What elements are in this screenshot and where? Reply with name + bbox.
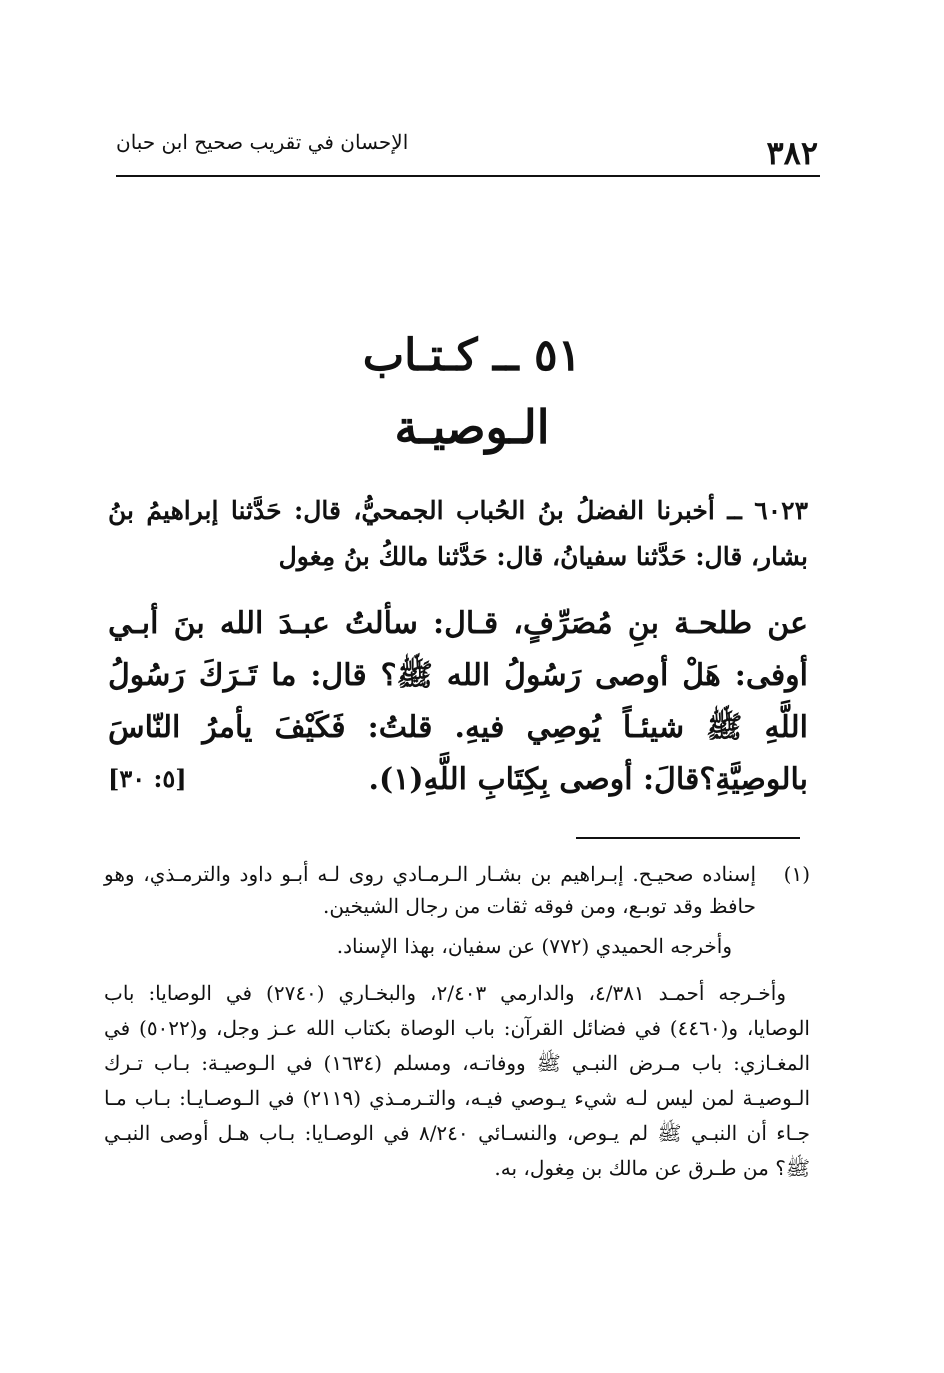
header-rule bbox=[116, 175, 820, 177]
footnote-paragraph-1: إسناده صحيـح. إبـراهيم بن بشـار الـرمـادي روى لـه أبـو داود والترمـذي، وهو حافظ وقد توبـع، ومن فوقه ثقات من رجال الشيخين. bbox=[104, 862, 756, 918]
page-header bbox=[116, 120, 818, 176]
footnote-body bbox=[104, 858, 756, 970]
footnote-item bbox=[104, 858, 810, 970]
hadith-isnad: ٦٠٢٣ ــ أخبرنا الفضلُ بنُ الحُباب الجمحيُّ، قال: حَدَّثنا إبراهيمُ بنُ بشار، قال: حَدَّثنا سفيانُ، قال: حَدَّثنا مالكُ بنُ مِغول bbox=[108, 496, 808, 571]
hadith-matn: عن طلحـة بنِ مُصَرِّفٍ، قـال: سألتُ عبـدَ الله بنَ أبـي أوفى: هَلْ أوصى رَسُولُ الله ﷺ؟ قال: ما تَـرَكَ رَسُولُ اللَّهِ ﷺ شيئـاً يُوصِي فيهِ. قلتُ: فَكَيْفَ يأمرُ النّاسَ بالوصِيَّةِ؟قالَ: أوصى بِكِتَابِ اللَّهِ(١). bbox=[108, 606, 808, 797]
footnote-marker: (١) bbox=[783, 862, 810, 886]
page-number: ٣٨٢ bbox=[766, 134, 818, 172]
running-title: الإحسان في تقريب صحيح ابن حبان bbox=[116, 130, 409, 154]
book-title-heading: الـوصيـة bbox=[394, 400, 550, 454]
hadith-reference: [٥: ٣٠] bbox=[108, 764, 187, 793]
footnotes-section bbox=[104, 858, 810, 1194]
footnote-paragraph-2: وأخرجه الحميدي (٧٧٢) عن سفيان، بهذا الإسناد. bbox=[336, 934, 732, 958]
footnote-separator bbox=[576, 837, 800, 839]
footnote-paragraph-3: وأخـرجه أحمـد ٤/٣٨١، والدارمي ٢/٤٠٣، والبخـاري (٢٧٤٠) في الوصايا: باب الوصايا، و(٤٤٦٠) في فضائل القرآن: باب الوصاة بكتاب الله عـز وجل، و(٥٠٢٢) في المغـازي: باب مـرض النبـي ﷺ ووفاتـه، ومسلم (١٦٣٤) في الـوصيـة: بـاب تـرك الـوصيـة لمن ليس لـه شيء يـوصي فيـه، والتـرمـذي (٢١١٩) في الـوصـايـا: بـاب مـا جـاء أن النبـي ﷺ لم يـوص، والنسـائي ٨/٢٤٠ في الوصـايا: بـاب هـل أوصى النبـي ﷺ؟ من طـرق عن مالك بن مِغول، به. bbox=[104, 981, 811, 1180]
book-number-heading: ٥١ ــ كـتـاب bbox=[362, 330, 582, 381]
